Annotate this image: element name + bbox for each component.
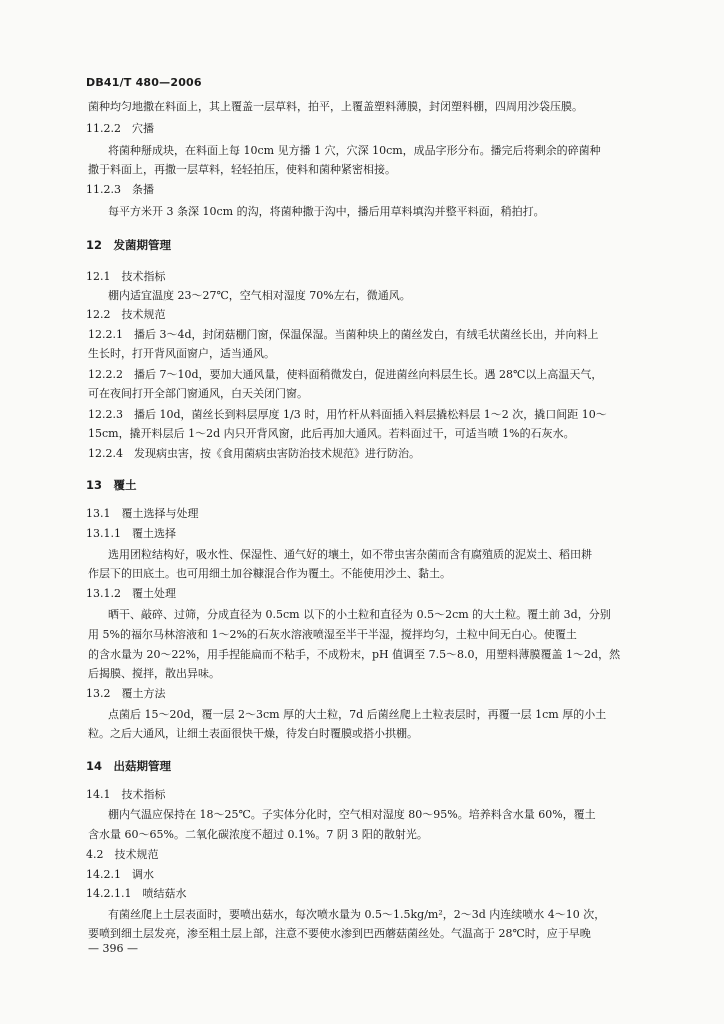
- section-heading: 13 覆土: [86, 478, 137, 492]
- text-line: 要喷到细土层发亮，渗至粗土层上部，注意不要使水渗到巴西蘑菇菌丝处。气温高于 28℃时，应于早晚: [88, 927, 591, 940]
- clause-heading: 12.1 技术指标: [86, 270, 166, 283]
- clause-heading: 11.2.2 穴播: [86, 122, 154, 135]
- clause-heading: 13.1.2 覆土处理: [86, 587, 176, 600]
- text-line: 晒干、敲碎、过筛，分成直径为 0.5cm 以下的小土粒和直径为 0.5～2cm 的大土粒。覆土前 3d，分别: [108, 608, 611, 621]
- text-line: 将菌种掰成块，在料面上每 10cm 见方播 1 穴，穴深 10cm，成品字形分布。播完后将剩余的碎菌种: [108, 144, 601, 157]
- text-line: 生长时，打开背风面窗户，适当通风。: [88, 347, 275, 360]
- clause-heading: 11.2.3 条播: [86, 183, 154, 196]
- text-line: 撒于料面上，再撒一层草料，轻轻拍压，使料和菌种紧密相接。: [88, 163, 396, 176]
- text-line: 15cm，撬开料层后 1～2d 内只开背风窗，此后再加大通风。若料面过干，可适当喷 1%的石灰水。: [88, 427, 575, 440]
- text-line: 后揭膜、搅拌，散出异味。: [88, 667, 220, 680]
- clause-heading: 14.2.1.1 喷结菇水: [86, 887, 187, 900]
- text-line: 含水量 60～65%。二氧化碳浓度不超过 0.1%。7 阴 3 阳的散射光。: [88, 828, 428, 841]
- text-line: 的含水量为 20～22%，用手捏能扁而不粘手，不成粉末，pH 值调至 7.5～8.0，用塑料薄膜覆盖 1～2d，然: [88, 648, 621, 661]
- text-line: 作层下的田底土。也可用细土加谷糠混合作为覆土。不能使用沙土、黏土。: [88, 567, 451, 580]
- text-line: 菌种均匀地撒在料面上，其上覆盖一层草料，拍平，上覆盖塑料薄膜，封闭塑料棚，四周用沙袋压膜。: [88, 100, 583, 113]
- clause-heading: 4.2 技术规范: [86, 848, 159, 861]
- clause-heading: 13.1 覆土选择与处理: [86, 507, 199, 520]
- clause-heading: 14.2.1 调水: [86, 868, 154, 881]
- text-line: 粒。之后大通风，让细土表面很快干燥，待发白时覆膜或搭小拱棚。: [88, 727, 418, 740]
- clause-heading: 14.1 技术指标: [86, 788, 166, 801]
- document-code-header: DB41/T 480—2006: [86, 76, 202, 89]
- section-heading: 14 出菇期管理: [86, 759, 172, 773]
- text-line: 12.2.4 发现病虫害，按《食用菌病虫害防治技术规范》进行防治。: [88, 447, 420, 460]
- text-line: 12.2.3 播后 10d，菌丝长到料层厚度 1/3 时，用竹杆从料面插入料层撬松料层 1～2 次，撬口间距 10～: [88, 408, 607, 421]
- section-heading: 12 发菌期管理: [86, 238, 172, 252]
- text-line: 棚内适宜温度 23～27℃，空气相对湿度 70%左右，微通风。: [108, 289, 411, 302]
- text-line: 棚内气温应保持在 18～25℃。子实体分化时，空气相对湿度 80～95%。培养料含水量 60%，覆土: [108, 808, 596, 821]
- text-line: 可在夜间打开全部门窗通风，白天关闭门窗。: [88, 387, 308, 400]
- text-line: 12.2.1 播后 3～4d，封闭菇棚门窗，保温保湿。当菌种块上的菌丝发白，有绒毛状菌丝长出，并向料上: [88, 328, 599, 341]
- clause-heading: 13.2 覆土方法: [86, 687, 166, 700]
- text-line: 点菌后 15～20d，覆一层 2～3cm 厚的大土粒，7d 后菌丝爬上土粒表层时，再覆一层 1cm 厚的小土: [108, 708, 607, 721]
- text-line: 12.2.2 播后 7～10d，要加大通风量，使料面稍微发白，促进菌丝向料层生长。遇 28℃以上高温天气，: [88, 368, 603, 381]
- text-line: 选用团粒结构好，吸水性、保湿性、通气好的壤土，如不带虫害杂菌而含有腐殖质的泥炭土、稻田耕: [108, 548, 592, 561]
- clause-heading: 12.2 技术规范: [86, 308, 166, 321]
- text-line: 每平方米开 3 条深 10cm 的沟，将菌种撒于沟中，播后用草料填沟并整平料面，稍拍打。: [108, 205, 545, 218]
- clause-heading: 13.1.1 覆土选择: [86, 527, 176, 540]
- text-line: 有菌丝爬上土层表面时，要喷出菇水，每次喷水量为 0.5～1.5kg/m²，2～3d 内连续喷水 4～10 次，: [108, 908, 606, 921]
- text-line: 用 5%的福尔马林溶液和 1～2%的石灰水溶液喷湿至半干半湿，搅拌均匀，土粒中间无白心。使覆土: [88, 628, 577, 641]
- page-number: — 396 —: [88, 942, 138, 955]
